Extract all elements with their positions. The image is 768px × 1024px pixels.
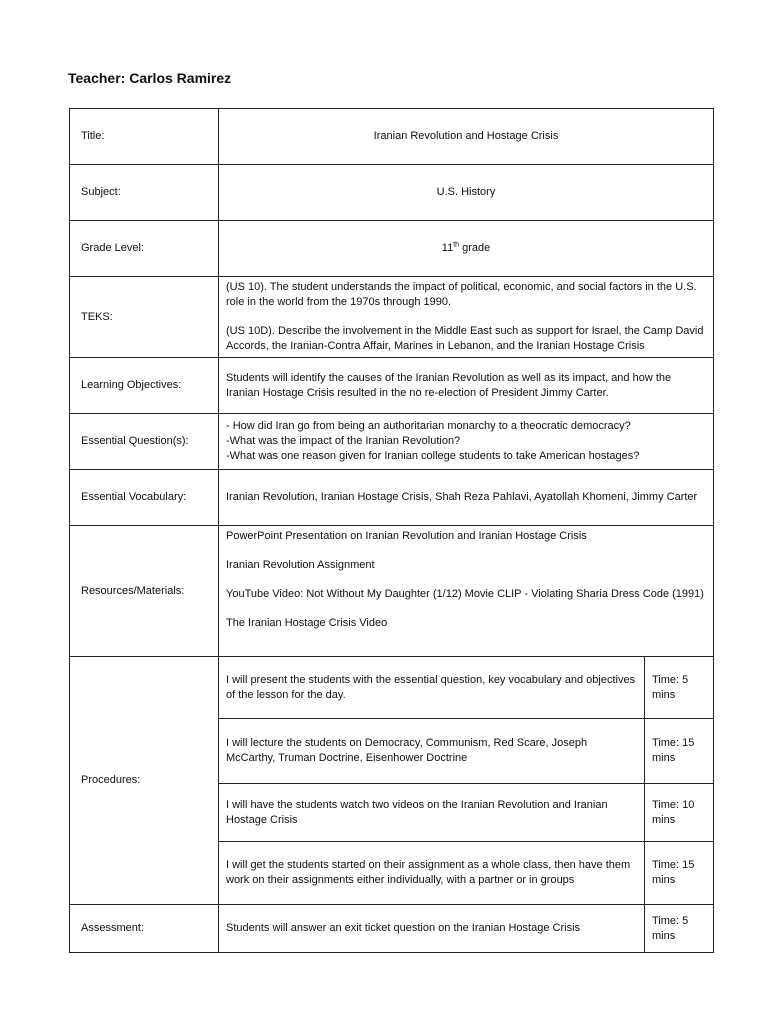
grade-value (219, 221, 714, 277)
procedure-text: I will get the students started on their assignment as a whole class, then have them work on their assignments either individually, with a partner or in groups (219, 842, 645, 905)
grade-label: Grade Level: (70, 221, 219, 277)
questions-value (219, 414, 714, 470)
procedure-text: I will lecture the students on Democracy, Communism, Red Scare, Joseph McCarthy, Truman Doctrine, Eisenhower Doctrine (219, 719, 645, 784)
teks-substandard: (US 10D). Describe the involvement in the Middle East such as support for Israel, the Camp David Accords, the Iranian-Contra Affair, Marines in Lebanon, and the Iranian Hostage Crisis (226, 325, 704, 352)
resource-item: The Iranian Hostage Crisis Video (226, 617, 388, 629)
teks-label: TEKS: (70, 277, 219, 358)
procedures-label: Procedures: (70, 657, 219, 905)
resources-value (219, 526, 714, 657)
assessment-label: Assessment: (70, 905, 219, 953)
assessment-value: Students will answer an exit ticket question on the Iranian Hostage Crisis (219, 905, 645, 953)
procedure-text: I will have the students watch two videos on the Iranian Revolution and Iranian Hostage Crisis (219, 784, 645, 842)
procedure-time: Time: 5 mins (645, 657, 714, 719)
resource-item: PowerPoint Presentation on Iranian Revolution and Iranian Hostage Crisis (226, 530, 587, 542)
grade-number: 11 (441, 242, 454, 254)
title-label: Title: (70, 109, 219, 165)
objectives-label: Learning Objectives: (70, 358, 219, 414)
questions-label: Essential Question(s): (70, 414, 219, 470)
resource-item: Iranian Revolution Assignment (226, 559, 375, 571)
teacher-heading: Teacher: Carlos Ramirez (68, 70, 232, 86)
title-value: Iranian Revolution and Hostage Crisis (219, 109, 714, 165)
question-item: - How did Iran go from being an authoritarian monarchy to a theocratic democracy? (226, 420, 631, 432)
procedure-time: Time: 15 mins (645, 842, 714, 905)
assessment-time: Time: 5 mins (645, 905, 714, 953)
objectives-value: Students will identify the causes of the Iranian Revolution as well as its impact, and how the Iranian Hostage Crisis resulted in the no re-election of President Jimmy Carter. (219, 358, 714, 414)
row-procedure-step (70, 657, 714, 719)
row-objectives (70, 358, 714, 414)
procedure-time: Time: 15 mins (645, 719, 714, 784)
lesson-plan-table (69, 108, 714, 953)
vocabulary-label: Essential Vocabulary: (70, 470, 219, 526)
grade-word: grade (459, 242, 491, 254)
question-item: -What was one reason given for Iranian college students to take American hostages? (226, 450, 640, 462)
row-teks (70, 277, 714, 358)
row-questions (70, 414, 714, 470)
row-subject (70, 165, 714, 221)
row-grade (70, 221, 714, 277)
row-title (70, 109, 714, 165)
subject-value: U.S. History (219, 165, 714, 221)
question-item: -What was the impact of the Iranian Revolution? (226, 435, 461, 447)
row-vocabulary (70, 470, 714, 526)
teks-standard: (US 10). The student understands the impact of political, economic, and social factors in the U.S. role in the world from the 1970s through 1990. (226, 281, 697, 308)
teks-value (219, 277, 714, 358)
row-assessment (70, 905, 714, 953)
grade-ordinal: th (453, 241, 460, 249)
row-resources (70, 526, 714, 657)
subject-label: Subject: (70, 165, 219, 221)
resources-label: Resources/Materials: (70, 526, 219, 657)
vocabulary-value: Iranian Revolution, Iranian Hostage Crisis, Shah Reza Pahlavi, Ayatollah Khomeni, Jimmy Carter (219, 470, 714, 526)
resource-item: YouTube Video: Not Without My Daughter (1/12) Movie CLIP - Violating Sharia Dress Code (1991) (226, 588, 704, 600)
procedure-text: I will present the students with the essential question, key vocabulary and objectives of the lesson for the day. (219, 657, 645, 719)
procedure-time: Time: 10 mins (645, 784, 714, 842)
